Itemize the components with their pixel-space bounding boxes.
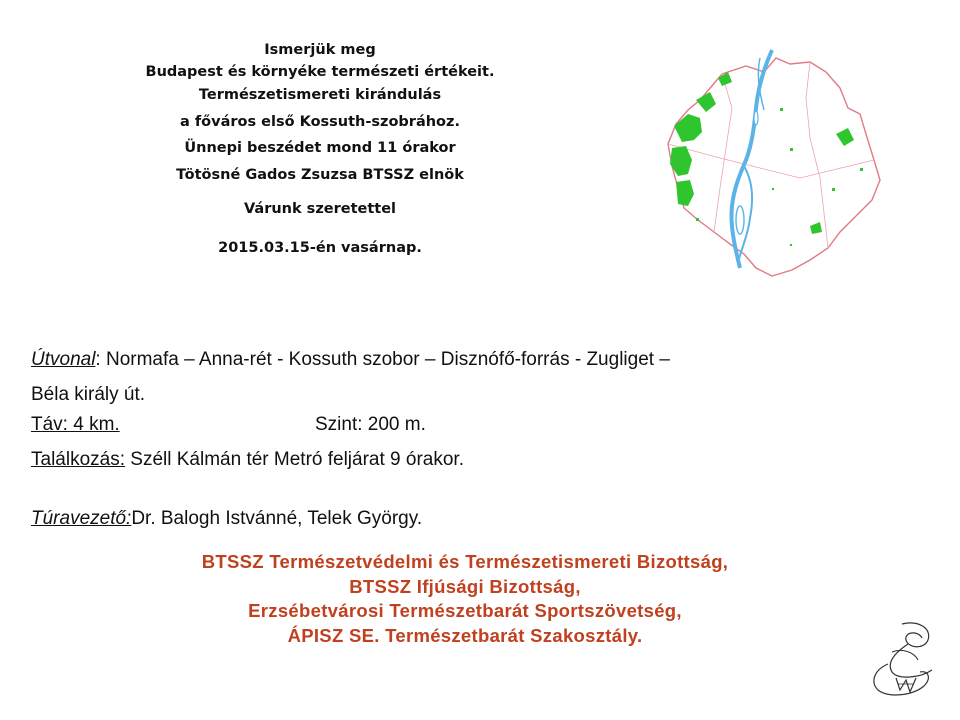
route-line <box>31 349 670 371</box>
organizers <box>0 550 930 648</box>
organizer-line: BTSSZ Ifjúsági Bizottság, <box>349 575 581 597</box>
header-line-7: Várunk szeretettel <box>243 201 397 217</box>
header-line-5: Ünnepi beszédet mond 11 órakor <box>184 140 456 156</box>
header-line-1: Ismerjük meg <box>264 42 376 58</box>
organizer-line: BTSSZ Természetvédelmi és Természetismereti Bizottság, <box>201 551 729 572</box>
club-logo-icon <box>862 618 942 702</box>
header-line-4: a főváros első Kossuth-szobrához. <box>180 114 460 130</box>
organizer-line: ÁPISZ SE. Természetbarát Szakosztály. <box>287 624 643 646</box>
meeting-line <box>31 449 464 471</box>
event-date: 2015.03.15-én vasárnap. <box>218 240 422 256</box>
distance: Táv: 4 km. <box>31 414 120 435</box>
guide-text: Dr. Balogh Istvánné, Telek György. <box>131 508 423 529</box>
header-line-6: Tötösné Gados Zsuzsa BTSSZ elnök <box>176 167 464 183</box>
guide-line <box>31 508 422 530</box>
elevation: Szint: 200 m. <box>315 414 426 435</box>
organizer-line: Erzsébetvárosi Természetbarát Sportszövetség, <box>248 600 682 621</box>
meeting-text: Széll Kálmán tér Metró feljárat 9 órakor. <box>125 449 464 470</box>
route-text: : Normafa – Anna-rét - Kossuth szobor – Disznófő-forrás - Zugliget – <box>95 349 670 370</box>
route-label: Útvonal <box>31 349 96 370</box>
meeting-label: Találkozás: <box>31 449 125 470</box>
guide-label: Túravezető: <box>31 508 132 529</box>
route-line-2: Béla király út. <box>31 384 146 405</box>
budapest-map-icon <box>660 48 890 280</box>
header-line-3: Természetismereti kirándulás <box>198 87 442 103</box>
header-line-2: Budapest és környéke természeti értékeit. <box>145 64 495 80</box>
